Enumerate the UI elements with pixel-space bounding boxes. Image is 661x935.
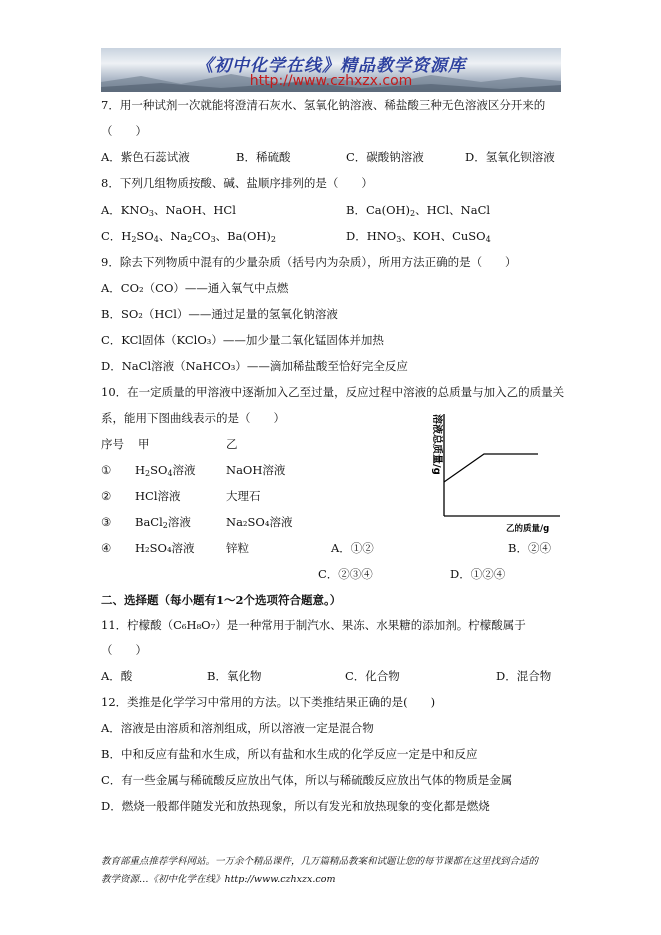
graph-curve [444,454,538,482]
q9-option-b [101,307,338,321]
q10-stem-2: 系，能用下图曲线表示的是（ ） [101,411,285,425]
banner-title: 《初中化学在线》精品教学资源库 [196,56,466,76]
q10-row-2-no: ② [101,489,112,503]
q11-paren: （ ） [101,643,147,657]
footer-line-1: 教育部重点推荐学科网站。一万余个精品课件，几万篇精品教案和试题让您的每节课都在这里找到合适的 [101,856,539,867]
q9-option-a-method: ——通入氧气中点燃 [184,281,289,295]
q9-option-c [101,333,384,347]
q10-header-b: 乙 [226,437,238,451]
q7-paren: （ ） [101,124,147,138]
banner-url[interactable]: http://www.czhxzx.com [249,73,413,89]
q9-option-c-method: ——加少量二氧化锰固体并加热 [222,333,384,347]
q10-row-2-a: HCl溶液 [135,489,181,503]
q9-option-d [101,359,408,373]
q10-option-a: A．①② [331,541,374,555]
q7-option-b: B．稀硫酸 [236,150,291,164]
q10-graph [418,406,568,534]
footer-line-2: 教学资源…《初中化学在线》http://www.czhxzx.com [101,874,336,885]
graph-y-label: 溶液总质量/g [431,414,442,475]
q10-header-no: 序号 [101,437,124,451]
q9-option-c-formula: C．KCl固体（KClO₃） [101,333,223,347]
q10-header-a: 甲 [138,437,150,451]
header-banner [101,48,561,92]
q8-stem: 8．下列几组物质按酸、碱、盐顺序排列的是（ ） [101,176,373,190]
q12-option-c: C．有一些金属与稀硫酸反应放出气体，所以与稀硫酸反应放出气体的物质是金属 [101,773,513,787]
q10-row-2-b: 大理石 [226,489,261,503]
q9-option-d-method: ——滴加稀盐酸至恰好完全反应 [246,359,408,373]
q11-option-d: D．混合物 [496,669,552,683]
q12-stem: 12．类推是化学学习中常用的方法。以下类推结果正确的是( ) [101,695,436,709]
q11-stem: 11．柠檬酸（C₆H₈O₇）是一种常用于制汽水、果冻、水果糖的添加剂。柠檬酸属于 [101,618,526,632]
q10-row-4-a: H₂SO₄溶液 [135,541,195,555]
q7-option-d: D．氢氧化钡溶液 [465,150,555,164]
q9-option-a [101,281,288,295]
q9-option-d-formula: D．NaCl溶液（NaHCO₃） [101,359,247,373]
q10-row-1-b: NaOH溶液 [226,463,286,477]
q8-option-c: C．$H_2SO_4$、$Na_2CO_3$、$Ba(OH)_2$ [101,229,277,244]
q10-row-4-no: ④ [101,541,112,555]
q8-option-b: B．$Ca(OH)_2$、HCl、NaCl [346,203,491,218]
q9-option-b-method: ——通过足量的氢氧化钠溶液 [188,307,338,321]
q10-option-b: B．②④ [508,541,551,555]
q8-option-d: D．$HNO_3$、KOH、CuSO$_4$ [346,229,491,244]
q10-row-1-no: ① [101,463,112,477]
q10-row-3-a-suffix: 溶液 [167,515,191,529]
q7-option-c: C．碳酸钠溶液 [346,150,424,164]
q12-option-a: A．溶液是由溶质和溶剂组成，所以溶液一定是混合物 [101,721,374,735]
q10-row-3-a: BaCl$_2$溶液 [135,515,191,530]
q10-row-3-b: Na₂SO₄溶液 [226,515,293,529]
q7-stem: 7．用一种试剂一次就能将澄清石灰水、氢氧化钠溶液、稀盐酸三种无色溶液区分开来的 [101,98,546,112]
q11-option-c: C．化合物 [345,669,400,683]
q7-option-a: A．紫色石蕊试液 [101,150,190,164]
q10-row-3-no: ③ [101,515,112,529]
q9-option-a-formula: A．CO₂（CO） [101,281,185,295]
q10-row-1-a: $H_2SO_4$溶液 [135,463,196,478]
graph-x-label: 乙的质量/g [506,524,550,534]
q10-option-c: C．②③④ [318,567,373,581]
q12-option-b: B．中和反应有盐和水生成，所以有盐和水生成的化学反应一定是中和反应 [101,747,478,761]
q9-option-b-formula: B．SO₂（HCl） [101,307,189,321]
q11-option-b: B．氧化物 [207,669,262,683]
q12-option-d: D．燃烧一般都伴随发光和放热现象，所以有发光和放热现象的变化都是燃烧 [101,799,490,813]
q10-stem-1: 10．在一定质量的甲溶液中逐渐加入乙至过量，反应过程中溶液的总质量与加入乙的质量关 [101,385,565,399]
q8-option-a: A．$KNO_3$、NaOH、HCl [101,203,236,218]
q11-option-a: A．酸 [101,669,133,683]
q9-stem: 9．除去下列物质中混有的少量杂质（括号内为杂质），所用方法正确的是（ ） [101,255,517,269]
q10-row-4-b: 锌粒 [226,541,249,555]
q10-option-d: D．①②④ [450,567,506,581]
section2-title: 二、选择题（每小题有1～2个选项符合题意。） [101,593,342,607]
